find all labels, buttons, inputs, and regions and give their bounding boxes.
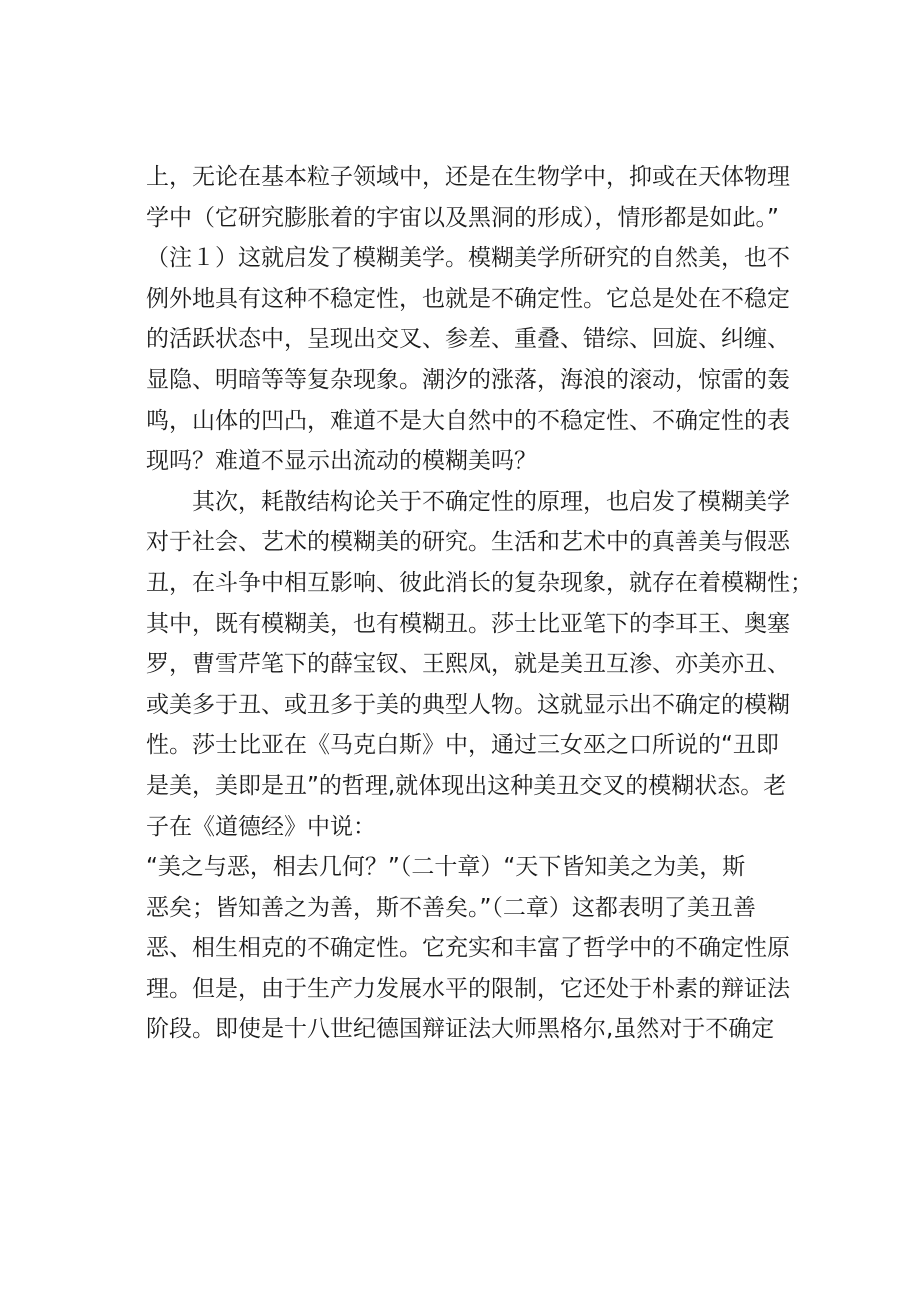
text-line: （注１）这就启发了模糊美学。模糊美学所研究的自然美，也不 [146,245,790,272]
text-line: 子在《道德经》中说： [146,813,376,840]
text-line: 对于社会、艺术的模糊美的研究。生活和艺术中的真善美与假恶 [146,529,790,556]
text-line: 性。莎士比亚在《马克白斯》中，通过三女巫之口所说的“丑即 [146,732,779,759]
text-line: 是美，美即是丑”的哲理,就体现出这种美丑交叉的模糊状态。老 [146,772,787,799]
text-line: 或美多于丑、或丑多于美的典型人物。这就显示出不确定的模糊 [146,691,790,718]
text-line: 丑，在斗争中相互影响、彼此消长的复杂现象，就存在着模糊性； [146,569,813,596]
text-line: 上，无论在基本粒子领域中，还是在生物学中，抑或在天体物理 [146,164,790,190]
text-line: 罗，曹雪芹笔下的薛宝钗、王熙凤，就是美丑互渗、亦美亦丑、 [146,651,790,678]
text-line: 恶、相生相克的不确定性。它充实和丰富了哲学中的不确定性原 [146,935,790,962]
text-line: 恶矣；皆知善之为善，斯不善矣。”（二章）这都表明了美丑善 [146,894,756,921]
quote-line: “美之与恶，相去几何？”（二十章）“天下皆知美之为美，斯 [146,854,746,881]
body-text [146,157,813,1050]
text-line: 的活跃状态中，呈现出交叉、参差、重叠、错综、回旋、纠缠、 [146,326,790,353]
text-line: 学中（它研究膨胀着的宇宙以及黑洞的形成），情形都是如此。” [146,204,779,231]
text-line: 其中，既有模糊美，也有模糊丑。莎士比亚笔下的李耳王、奥塞 [146,610,790,637]
text-line: 现吗？难道不显示出流动的模糊美吗？ [146,448,537,475]
text-line: 显隐、明暗等等复杂现象。潮汐的涨落，海浪的滚动，惊雷的轰 [146,366,790,393]
text-line: 理。但是，由于生产力发展水平的限制，它还处于朴素的辩证法 [146,975,790,1002]
text-line: 阶段。即使是十八世纪德国辩证法大师黑格尔,虽然对于不确定 [146,1016,775,1043]
text-line: 鸣，山体的凹凸，难道不是大自然中的不稳定性、不确定性的表 [146,407,790,434]
text-line: 例外地具有这种不稳定性，也就是不确定性。它总是处在不稳定 [146,285,790,312]
paragraph-first-line: 其次，耗散结构论关于不确定性的原理，也启发了模糊美学 [192,488,790,515]
